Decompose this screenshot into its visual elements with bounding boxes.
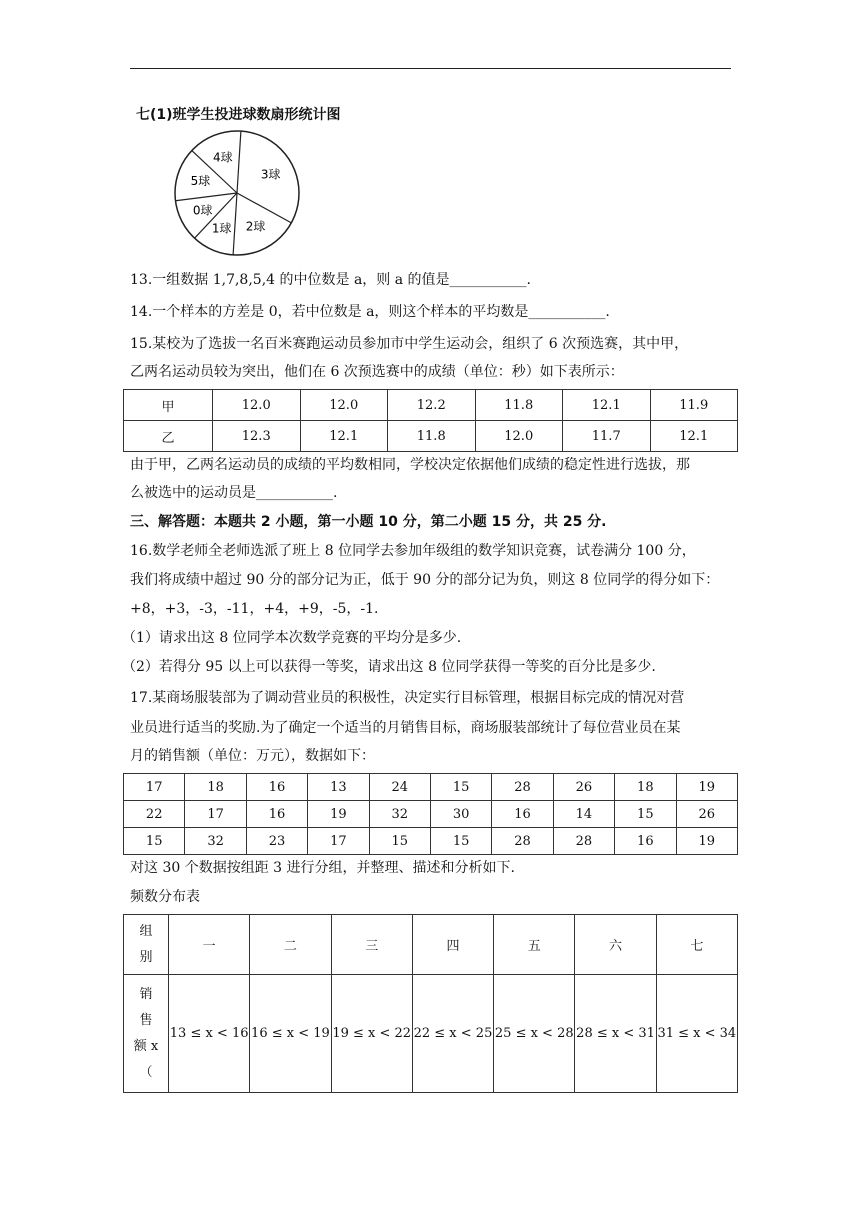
range-cell: 19 ≤ x < 22 [331, 975, 412, 1093]
range-cell: 13 ≤ x < 16 [169, 975, 250, 1093]
question-16-line2: 我们将成绩中超过 90 分的部分记为正，低于 90 分的部分记为负，则这 8 位同学的得分如下： [130, 572, 720, 588]
table-cell: 16 [492, 801, 553, 828]
group-cell: 六 [575, 915, 656, 975]
question-17-line3: 月的销售额（单位：万元），数据如下： [130, 748, 375, 764]
table-cell: 12.1 [563, 390, 651, 421]
question-16-part2: （2）若得分 95 以上可以获得一等奖，请求出这 8 位同学获得一等奖的百分比是多少. [122, 659, 656, 675]
table-cell: 11.9 [650, 390, 738, 421]
table-cell: 15 [369, 828, 430, 855]
figure-title: 七(1)班学生投进球数扇形统计图 [136, 107, 341, 123]
table-cell: 28 [492, 774, 553, 801]
question-15-line2: 乙两名运动员较为突出，他们在 6 次预选赛中的成绩（单位：秒）如下表所示： [130, 364, 624, 380]
group-cell: 三 [331, 915, 412, 975]
table-cell: 32 [185, 828, 246, 855]
frequency-distribution-table [123, 914, 738, 1093]
sales-header-char-2: 售 [139, 1012, 153, 1028]
table-cell: 18 [185, 774, 246, 801]
range-cell: 25 ≤ x < 28 [494, 975, 575, 1093]
question-14: 14.一个样本的方差是 0，若中位数是 a，则这个样本的平均数是___________. [130, 304, 610, 320]
sales-header-char-3: 额 x [133, 1038, 159, 1054]
table-cell: 19 [308, 801, 369, 828]
range-cell: 31 ≤ x < 34 [656, 975, 737, 1093]
table-cell: 11.7 [563, 421, 651, 452]
question-17-after: 对这 30 个数据按组距 3 进行分组，并整理、描述和分析如下. [130, 860, 515, 876]
table-cell: 14 [553, 801, 614, 828]
question-13: 13.一组数据 1,7,8,5,4 的中位数是 a，则 a 的值是___________. [130, 272, 531, 288]
table-row [124, 828, 738, 855]
table-cell: 12.0 [213, 390, 301, 421]
table-cell: 22 [124, 801, 185, 828]
sales-header-cell [124, 975, 169, 1093]
table-row [124, 390, 738, 421]
table-cell: 15 [430, 828, 491, 855]
table-row [124, 801, 738, 828]
table-cell: 11.8 [475, 390, 563, 421]
table-cell: 18 [615, 774, 676, 801]
range-cell: 28 ≤ x < 31 [575, 975, 656, 1093]
table-cell: 12.1 [650, 421, 738, 452]
header-rule [130, 68, 731, 69]
section-3-heading: 三、解答题：本题共 2 小题，第一小题 10 分，第二小题 15 分，共 25 分. [130, 514, 607, 530]
group-cell: 七 [656, 915, 737, 975]
question-15-after1: 由于甲，乙两名运动员的成绩的平均数相同，学校决定依据他们成绩的稳定性进行选拔，那 [130, 457, 690, 473]
table-cell: 12.2 [388, 390, 476, 421]
table-cell: 15 [615, 801, 676, 828]
group-cell: 四 [412, 915, 493, 975]
table-cell: 19 [676, 774, 737, 801]
table-cell: 11.8 [388, 421, 476, 452]
group-cell: 五 [494, 915, 575, 975]
table-cell: 28 [492, 828, 553, 855]
table-cell: 28 [553, 828, 614, 855]
group-header-char-1: 组 [139, 923, 153, 939]
frequency-table-title: 频数分布表 [130, 889, 200, 905]
table-cell: 32 [369, 801, 430, 828]
table-cell: 甲 [124, 390, 213, 421]
table-cell: 17 [308, 828, 369, 855]
sales-data-table [123, 773, 738, 855]
table-cell: 30 [430, 801, 491, 828]
question-16-part1: （1）请求出这 8 位同学本次数学竞赛的平均分是多少. [122, 630, 462, 646]
table-cell: 17 [185, 801, 246, 828]
pie-slice-label: 5球 [190, 174, 211, 189]
group-row [124, 915, 738, 975]
table-cell: 16 [615, 828, 676, 855]
table-cell: 12.0 [300, 390, 388, 421]
range-cell: 22 ≤ x < 25 [412, 975, 493, 1093]
table-cell: 12.0 [475, 421, 563, 452]
question-17-line1: 17.某商场服装部为了调动营业员的积极性，决定实行目标管理，根据目标完成的情况对营 [130, 690, 685, 706]
pie-slice-label: 1球 [211, 221, 232, 236]
table-row [124, 774, 738, 801]
group-header-cell [124, 915, 169, 975]
question-16-line3: +8，+3，-3，-11，+4，+9，-5，-1. [130, 601, 379, 617]
pie-slice-label: 0球 [192, 203, 213, 218]
question-17-line2: 业员进行适当的奖励.为了确定一个适当的月销售目标，商场服装部统计了每位营业员在某 [130, 720, 681, 736]
table-cell: 23 [246, 828, 307, 855]
sales-header-char-1: 销 [139, 986, 153, 1002]
race-times-table [123, 389, 738, 452]
question-16-line1: 16.数学老师全老师选派了班上 8 位同学去参加年级组的数学知识竞赛，试卷满分 100 分， [130, 543, 696, 559]
sales-header-char-4: （ [139, 1064, 153, 1080]
table-cell: 17 [124, 774, 185, 801]
table-cell: 13 [308, 774, 369, 801]
table-cell: 12.1 [300, 421, 388, 452]
table-row [124, 421, 738, 452]
question-15-after2: 么被选中的运动员是___________. [130, 485, 338, 501]
sales-range-row [124, 975, 738, 1093]
table-cell: 15 [124, 828, 185, 855]
group-cell: 一 [169, 915, 250, 975]
range-cell: 16 ≤ x < 19 [250, 975, 331, 1093]
question-15-line1: 15.某校为了选拔一名百米赛跑运动员参加市中学生运动会，组织了 6 次预选赛，其中甲， [130, 336, 689, 352]
table-cell: 26 [676, 801, 737, 828]
table-cell: 24 [369, 774, 430, 801]
pie-slice-label: 3球 [260, 167, 281, 182]
group-header-char-2: 别 [139, 949, 153, 965]
table-cell: 16 [246, 774, 307, 801]
group-cell: 二 [250, 915, 331, 975]
table-cell: 12.3 [213, 421, 301, 452]
table-cell: 16 [246, 801, 307, 828]
table-cell: 乙 [124, 421, 213, 452]
table-cell: 15 [430, 774, 491, 801]
pie-slice-label: 4球 [213, 150, 233, 165]
pie-slice-label: 2球 [245, 219, 266, 234]
table-cell: 26 [553, 774, 614, 801]
pie-chart [170, 126, 305, 261]
table-cell: 19 [676, 828, 737, 855]
